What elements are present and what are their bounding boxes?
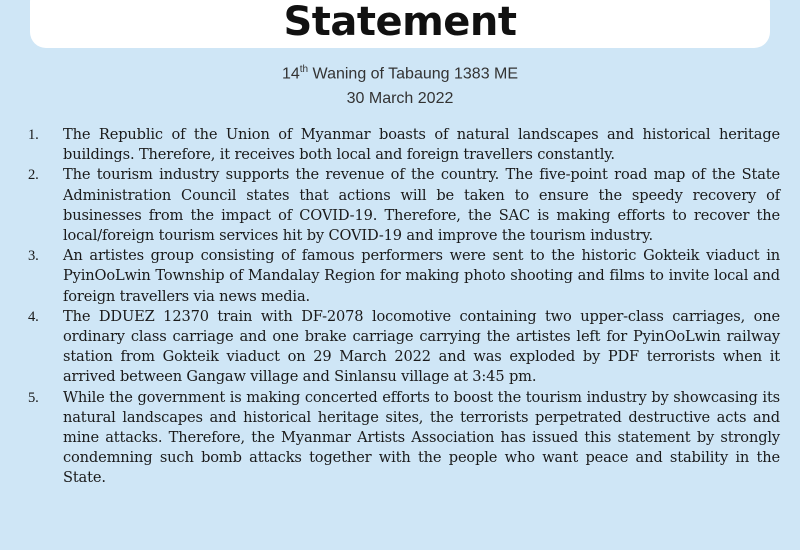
item-number: 1. [28,127,39,143]
list-item [28,307,780,388]
item-number: 5. [28,389,39,406]
item-number: 4. [28,308,39,325]
item-text: The tourism industry supports the revenue of the country. The five-point road map of the State Administration Council states that actions will be taken to ensure the speedy recovery of businesses from the impact of COVID-19. Therefore, the SAC is making efforts to recover the local/foreign tourism services hit by COVID-19 and improve the tourism industry. [63,166,780,245]
item-text: An artistes group consisting of famous performers were sent to the historic Gokteik viaduct in PyinOoLwin Township of Mandalay Region for making photo shooting and films to invite local and foreign travellers via news media. [63,247,780,305]
item-text: The DDUEZ 12370 train with DF-2078 locomotive containing two upper-class carriages, one ordinary class carriage and one brake carriage carrying the artistes left for PyinOoLwin railway station from Gokteik viaduct on 29 March 2022 and was exploded by PDF terrorists when it arrived between Gangaw village and Sinlansu village at 3:45 pm. [63,307,780,386]
item-number: 3. [28,248,39,265]
date-myanmar [0,64,800,83]
page-title: Statement [283,0,517,45]
title-box [30,0,770,48]
list-item [28,125,780,165]
item-text: The Republic of the Union of Myanmar boasts of natural landscapes and historical heritage buildings. Therefore, it receives both local and foreign travellers constantly. [63,126,780,164]
list-item [28,165,780,246]
date-day-number: 14 [281,65,300,83]
date-day-suffix: th [299,64,309,75]
item-number: 2. [28,167,39,184]
list-item [28,246,780,307]
date-day-rest: Waning of Tabaung 1383 ME [308,65,519,83]
item-text: While the government is making concerted efforts to boost the tourism industry by showcasing its natural landscapes and historical heritage sites, the terrorists perpetrated destructive acts and mine attacks. Therefore, the Myanmar Artists Association has issued this statement by strongly condemning such bomb attacks together with the people who want peace and stability in the State. [63,388,780,487]
date-gregorian: 30 March 2022 [346,90,454,107]
statement-list [28,125,780,489]
list-item [28,388,780,489]
